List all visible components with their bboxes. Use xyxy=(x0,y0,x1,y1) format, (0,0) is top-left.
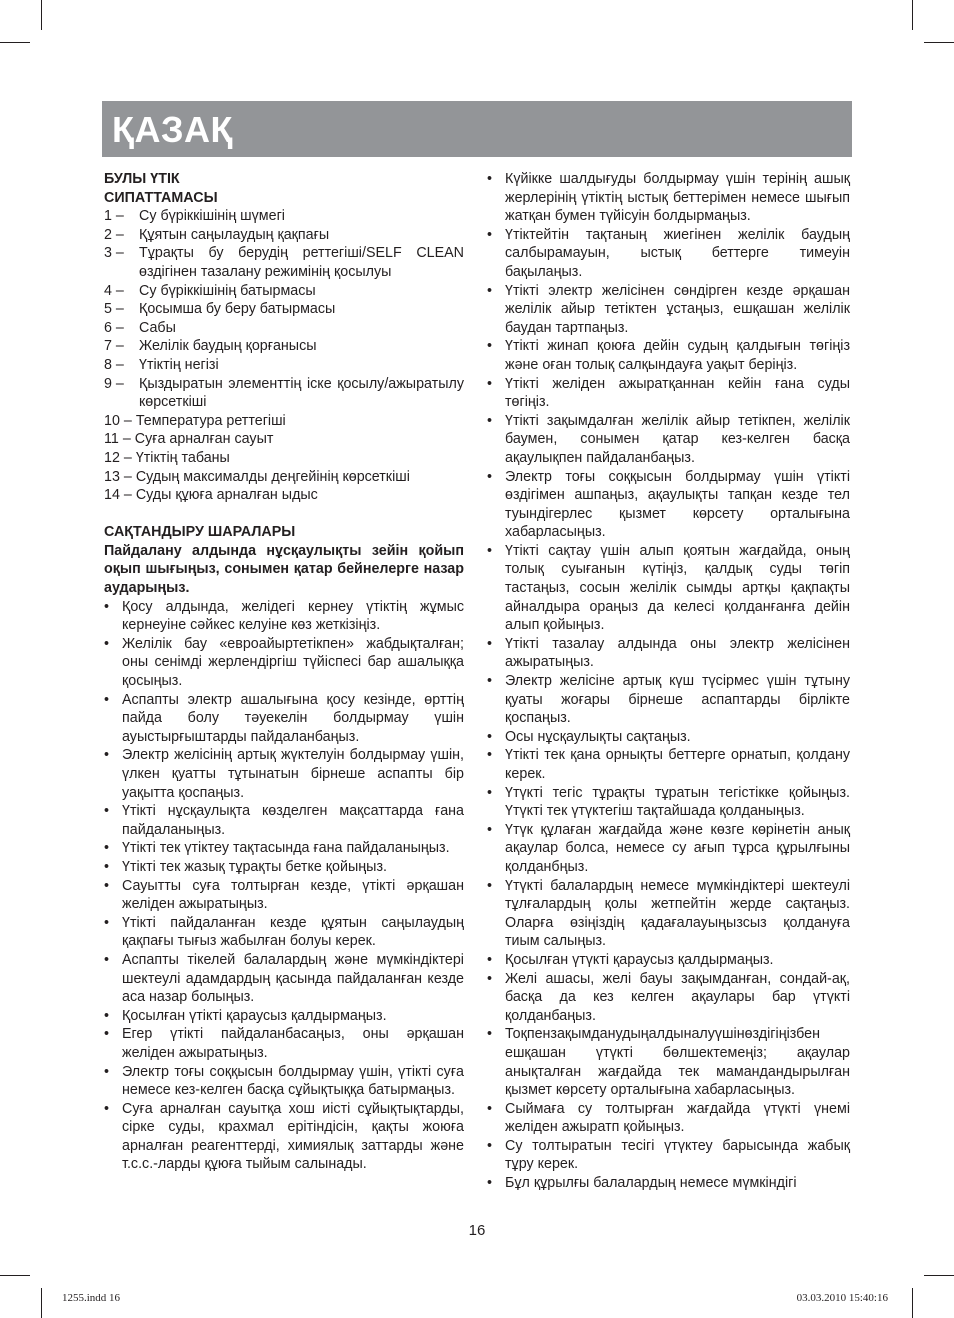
left-column xyxy=(104,170,464,1174)
crop-mark xyxy=(912,0,913,30)
item-text: Тоқпензақымданудыңалдыналуүшінөздігіңізбен ешқашан үтүкті бөлшектемеңіз; ақаулар анықталған жағдайда тек мамандандырылған қызмет көрсету орталығына хабарласыңыз. xyxy=(505,1026,850,1099)
crop-mark xyxy=(0,42,30,43)
crop-mark xyxy=(41,0,42,30)
item-text: Сауытты суға толтырған кезде, үтікті әрқашан желіден ажыратыңыз. xyxy=(122,877,464,913)
list-item: • Электр тоғы соққысын болдырмау үшін үтікті өздігімен ашпаңыз, ақаулықты тапқан кезде тел туындігерлес қызмет көрсету орталығына хабарласыңыз. xyxy=(487,468,850,541)
item-text: Үтіктейтін тақтаның жиегінен желілік баудың салбырамауын, ыстық беттерге тимеуін бақылаңыз. xyxy=(505,226,850,280)
item-text: Егер үтікті пайдаланбасаңыз, оны әрқашан желіден ажыратыңыз. xyxy=(122,1026,464,1061)
list-item: • Үтікті сақтау үшін алып қоятын жағдайда, оның толық суығанын күтіңіз, қалдық суды төгіп тастаңыз, сосын желілік сымды артқы қақпақты айналдыра ораңыз да келесі қолданғанға дейін алып қойыңыз. xyxy=(487,542,850,634)
item-text: Қосылған үтікті қараусыз қалдырмаңыз. xyxy=(122,1007,387,1024)
item-text: Үтікті тазалау алдында оны электр желісінен ажыратыңыз. xyxy=(505,635,850,671)
list-item: • Үтіктейтін тақтаның жиегінен желілік баудың салбырамауын, ыстық беттерге тимеуін бақылаңыз. xyxy=(487,226,850,280)
item-text: Үтікті тек үтіктеу тақтасында ғана пайдаланыңыз. xyxy=(122,840,450,857)
language-title: ҚАЗАҚ xyxy=(112,109,233,150)
item-text: Үтүкті балалардың немесе мүмкіндіктері шектеулі тұлғалардың қолы жетпейтін жерде сақтаңыз. Оларға өзіңіздің қадағалауыңызсыз қолдануға тиым салыңыз. xyxy=(505,877,850,950)
list-item: • Су толтыратын тесігі үтүктеу барысында жабық тұру керек. xyxy=(487,1137,850,1173)
item-text: Желілік бау «евроайыртетікпен» жабдықталған; оны сенімді жерлендіргіш түйіспесі бар ашалыққа қосыңыз. xyxy=(122,635,464,690)
crop-mark xyxy=(41,1288,42,1318)
item-text: Аспапты электр ашалығына қосу кезінде, өрттің пайда болу тәуекелін болдырмау үшін ауыстырғыштарды пайдаланбаңыз. xyxy=(122,691,464,745)
item-number: 11 – xyxy=(104,431,135,448)
item-text: Суды құюға арналған ыдыс xyxy=(135,487,318,504)
item-number: 12 – xyxy=(104,449,136,466)
list-item xyxy=(104,207,464,226)
item-text: Электр тоғы соққысын болдырмау үшін үтікті өздігімен ашпаңыз, ақаулықты тапқан кезде тел туындігерлес қызмет көрсету орталығына хабарласыңыз. xyxy=(505,468,850,541)
list-item xyxy=(104,486,464,505)
list-item xyxy=(104,244,464,281)
list-item: • Сауытты суға толтырған кезде, үтікті әрқашан желіден ажыратыңыз. xyxy=(104,877,464,913)
safety-heading: САҚТАНДЫРУ ШАРАЛАРЫ xyxy=(104,524,296,541)
item-number: 14 – xyxy=(104,487,136,504)
list-item: • Қосылған үтікті қараусыз қалдырмаңыз. xyxy=(104,1007,464,1026)
safety-intro: Пайдалану алдында нұсқаулықты зейін қойып оқып шығыңыз, сонымен қатар бейнелерге назар аударыңыз. xyxy=(104,542,464,597)
item-text: Желі ашасы, желі бауы зақымданған, сондай-ақ, басқа да кез келген ақаулары бар үтүкті қолданбаңыз. xyxy=(505,970,850,1024)
item-text: Қосымша бу беру батырмасы xyxy=(139,301,336,318)
item-text: Суға арналған сауыт xyxy=(134,431,274,448)
list-item: • Аспапты электр ашалығына қосу кезінде, өрттің пайда болу тәуекелін болдырмау үшін ауыстырғыштарды пайдаланбаңыз. xyxy=(104,691,464,745)
item-text: Қосылған үтүкті қараусыз қалдырмаңыз. xyxy=(505,951,774,968)
item-number: 3 – xyxy=(104,245,124,262)
item-number: 10 – xyxy=(104,412,136,429)
list-item xyxy=(104,282,464,301)
right-column xyxy=(487,170,850,1193)
safety-list-right xyxy=(487,170,850,1193)
item-number: 2 – xyxy=(104,226,124,243)
list-item: • Үтікті нұсқаулықта көзделген мақсаттарда ғана пайдаланыңыз. xyxy=(104,803,464,838)
list-item: • Үтүк құлаған жағдайда және көзге көрінетін анық ақаулар болса, немесе су ағып тұрса құрылғыны қолданбңыз. xyxy=(487,821,850,875)
list-item: • Үтікті жинап қоюға дейін судың қалдығын төгіңіз және оған толық салқындауға уақыт беріңіз. xyxy=(487,338,850,373)
section-heading: СИПАТТАМАСЫ xyxy=(104,189,218,206)
item-text: Су бүріккішінің шүмегі xyxy=(139,208,285,225)
item-text: Үтүк құлаған жағдайда және көзге көрінетін анық ақаулар болса, немесе су ағып тұрса құрылғыны қолданбңыз. xyxy=(505,821,850,875)
crop-mark xyxy=(912,1288,913,1318)
list-item xyxy=(104,300,464,319)
parts-list xyxy=(104,207,464,505)
list-item xyxy=(104,226,464,245)
list-item: • Сыймаға су толтырған жағдайда үтүкті үнемі желіден ажыратп қойыңыз. xyxy=(487,1100,850,1136)
item-text: Температура реттегіші xyxy=(135,412,286,429)
list-item: • Үтікті тек қана орнықты беттерге орнатып, қолдану керек. xyxy=(487,747,850,782)
item-number: 9 – xyxy=(104,375,124,392)
item-number: 5 – xyxy=(104,301,124,318)
list-item: • Үтікті тазалау алдында оны электр желісінен ажыратыңыз. xyxy=(487,635,850,671)
language-header-bar xyxy=(102,101,852,157)
item-number: 1 – xyxy=(104,208,124,225)
item-text: Үтікті сақтау үшін алып қоятын жағдайда, оның толық суығанын күтіңіз, қалдық суды төгіп тастаңыз, сосын желілік сымды артқы қақпақты айналдыра ораңыз да келесі қолданғанға дейін алып қойыңыз. xyxy=(505,542,850,634)
list-item: • Үтікті электр желісінен сөндірген кезде әрқашан желілік айыр тетіктен ұстаңыз, ешқашан желілік баудан тартпаңыз. xyxy=(487,282,850,336)
safety-list-left xyxy=(104,598,464,1174)
list-item: • Үтікті тек үтіктеу тақтасында ғана пайдаланыңыз. xyxy=(104,839,464,858)
item-text: Үтікті желіден ажыратқаннан кейін ғана суды төгіңіз. xyxy=(505,375,850,411)
item-text: Күйікке шалдығуды болдырмау үшін терінің ашық жерлерінің үтіктің ыстық беттерімен немесе шығып жатқан бумен түйісуін болдырмаңыз. xyxy=(505,171,850,225)
item-text: Суға арналған сауытқа хош иісті сұйықтықтарды, сірке суды, крахмал ерітіндісін, қақты жоюға арналған реагенттерді, химиялық заттарды және т.с.с.-ларды құюға тыйым салынады. xyxy=(122,1100,464,1173)
list-item xyxy=(104,468,464,487)
item-text: Сыймаға су толтырған жағдайда үтүкті үнемі желіден ажыратп қойыңыз. xyxy=(505,1100,850,1136)
item-number: 8 – xyxy=(104,356,124,373)
item-text: Осы нұсқаулықты сақтаңыз. xyxy=(505,728,691,745)
item-text: Судың максималды деңгейінің көрсеткіші xyxy=(135,468,410,485)
item-text: Электр желісіне артық күш түсірмес үшін тұтыну қуаты жоғары бірнеше аспаптарды бірлікте қоспаңыз. xyxy=(505,673,850,727)
crop-mark xyxy=(924,42,954,43)
item-text: Үтүкті тегіс тұрақты тұратын тегістікке қойыңыз. Үтүкті тек үтүктегіш тақтайшада қолданыңыз. xyxy=(505,784,850,820)
slug-file: 1255.indd 16 xyxy=(62,1292,121,1304)
crop-mark xyxy=(0,1275,30,1276)
item-text: Үтікті электр желісінен сөндірген кезде әрқашан желілік айыр тетіктен ұстаңыз, ешқашан желілік баудан тартпаңыз. xyxy=(505,282,850,336)
item-text: Қыздыратын элементтің іске қосылу/ажыратылу көрсеткіші xyxy=(139,375,464,411)
list-item: • Тоқпензақымданудыңалдыналуүшінөздігіңізбен ешқашан үтүкті бөлшектемеңіз; ақаулар анықталған жағдайда тек мамандандырылған қызмет көрсету орталығына хабарласыңыз. xyxy=(487,1026,850,1099)
list-item: • Үтүкті балалардың немесе мүмкіндіктері шектеулі тұлғалардың қолы жетпейтін жерде сақтаңыз. Оларға өзіңіздің қадағалауыңызсыз қолдануға тиым салыңыз. xyxy=(487,877,850,950)
item-text: Үтікті пайдаланған кезде құятын саңылаудың қақпағы тығыз жабылған болуы керек. xyxy=(122,914,464,950)
list-item: • Электр желісіне артық күш түсірмес үшін тұтыну қуаты жоғары бірнеше аспаптарды бірлікте қоспаңыз. xyxy=(487,673,850,727)
item-text: Үтіктің негізі xyxy=(139,356,219,373)
list-item xyxy=(104,375,464,412)
list-item: • Аспапты тікелей балалардың және мүмкіндіктері шектеулі адамдардың қасында пайдаланған кезде аса назар болыңыз. xyxy=(104,951,464,1006)
list-item xyxy=(104,337,464,356)
item-text: Үтікті жинап қоюға дейін судың қалдығын төгіңіз және оған толық салқындауға уақыт беріңіз. xyxy=(505,338,850,373)
item-text: Аспапты тікелей балалардың және мүмкіндіктері шектеулі адамдардың қасында пайдаланған кезде аса назар болыңыз. xyxy=(122,951,464,1006)
item-number: 7 – xyxy=(104,338,124,355)
list-item xyxy=(104,412,464,431)
list-item: • Үтікті зақымдалған желілік айыр тетікпен, желілік баумен, сонымен қатар кез-келген басқа ақаулықпен пайдаланбаңыз. xyxy=(487,412,850,466)
item-text: Желілік баудың қорғанысы xyxy=(139,338,317,355)
list-item: • Күйікке шалдығуды болдырмау үшін терінің ашық жерлерінің үтіктің ыстық беттерімен немесе шығып жатқан бумен түйісуін болдырмаңыз. xyxy=(487,171,850,225)
list-item: • Осы нұсқаулықты сақтаңыз. xyxy=(487,728,850,747)
item-text: Үтікті тек жазық тұрақты бетке қойыңыз. xyxy=(122,858,387,875)
item-number: 6 – xyxy=(104,319,124,336)
item-text: Үтікті тек қана орнықты беттерге орнатып, қолдану керек. xyxy=(505,747,850,782)
crop-mark xyxy=(924,1275,954,1276)
item-text: Су толтыратын тесігі үтүктеу барысында жабық тұру керек. xyxy=(505,1137,850,1173)
list-item: • Үтікті желіден ажыратқаннан кейін ғана суды төгіңіз. xyxy=(487,375,850,411)
list-item: • Үтікті пайдаланған кезде құятын саңылаудың қақпағы тығыз жабылған болуы керек. xyxy=(104,914,464,950)
item-number: 4 – xyxy=(104,282,124,299)
slug-timestamp: 03.03.2010 15:40:16 xyxy=(796,1292,888,1304)
list-item: • Қосылған үтүкті қараусыз қалдырмаңыз. xyxy=(487,951,850,970)
item-text: Электр тоғы соққысын болдырмау үшін, үтікті суға немесе кез-келген басқа сұйықтыққа батырмаңыз. xyxy=(122,1063,464,1099)
item-number: 13 – xyxy=(104,468,136,485)
list-item: • Үтікті тек жазық тұрақты бетке қойыңыз. xyxy=(104,858,464,877)
list-item: • Суға арналған сауытқа хош иісті сұйықтықтарды, сірке суды, крахмал ерітіндісін, қақты жоюға арналған реагенттерді, химиялық заттарды және т.с.с.-ларды құюға тыйым салынады. xyxy=(104,1100,464,1173)
list-item: • Егер үтікті пайдаланбасаңыз, оны әрқашан желіден ажыратыңыз. xyxy=(104,1026,464,1061)
list-item: • Желі ашасы, желі бауы зақымданған, сондай-ақ, басқа да кез келген ақаулары бар үтүкті қолданбаңыз. xyxy=(487,970,850,1024)
list-item xyxy=(104,430,464,449)
item-text: Қосу алдында, желідегі кернеу үтіктің жұмыс кернеуіне сәйкес келуіне көз жеткізіңіз. xyxy=(122,598,464,634)
list-item: • Бұл құрылғы балалардың немесе мүмкіндігі xyxy=(487,1174,850,1193)
item-text: Үтікті нұсқаулықта көзделген мақсаттарда ғана пайдаланыңыз. xyxy=(122,803,464,838)
item-text: Үтіктің табаны xyxy=(135,449,230,466)
item-text: Сабы xyxy=(139,319,176,336)
item-text: Үтікті зақымдалған желілік айыр тетікпен, желілік баумен, сонымен қатар кез-келген басқа ақаулықпен пайдаланбаңыз. xyxy=(505,412,850,466)
list-item: • Желілік бау «евроайыртетікпен» жабдықталған; оны сенімді жерлендіргіш түйіспесі бар ашалыққа қосыңыз. xyxy=(104,635,464,690)
list-item xyxy=(104,319,464,338)
item-text: Бұл құрылғы балалардың немесе мүмкіндігі xyxy=(505,1175,797,1192)
list-item xyxy=(104,449,464,468)
item-text: Электр желісінің артық жүктелуін болдырмау үшін, үлкен қуатты тұтынатын бірнеше аспапты бір уақытта қоспаңыз. xyxy=(122,747,464,801)
list-item: • Электр желісінің артық жүктелуін болдырмау үшін, үлкен қуатты тұтынатын бірнеше аспапты бір уақытта қоспаңыз. xyxy=(104,747,464,801)
page-number: 16 xyxy=(468,1222,486,1239)
list-item: • Үтүкті тегіс тұрақты тұратын тегістікке қойыңыз. Үтүкті тек үтүктегіш тақтайшада қолданыңыз. xyxy=(487,784,850,820)
list-item xyxy=(104,356,464,375)
section-heading: БУЛЫ ҮТІК xyxy=(104,171,180,187)
list-item: • Электр тоғы соққысын болдырмау үшін, үтікті суға немесе кез-келген басқа сұйықтыққа батырмаңыз. xyxy=(104,1063,464,1099)
item-text: Су бүріккішінің батырмасы xyxy=(139,282,316,299)
item-text: Құятын саңылаудың қақпағы xyxy=(139,226,330,243)
list-item: • Қосу алдында, желідегі кернеу үтіктің жұмыс кернеуіне сәйкес келуіне көз жеткізіңіз. xyxy=(104,598,464,634)
item-text: Тұрақты бу берудің реттегіші/SELF CLEAN өздігінен тазалану режимінің қосылуы xyxy=(139,245,464,280)
